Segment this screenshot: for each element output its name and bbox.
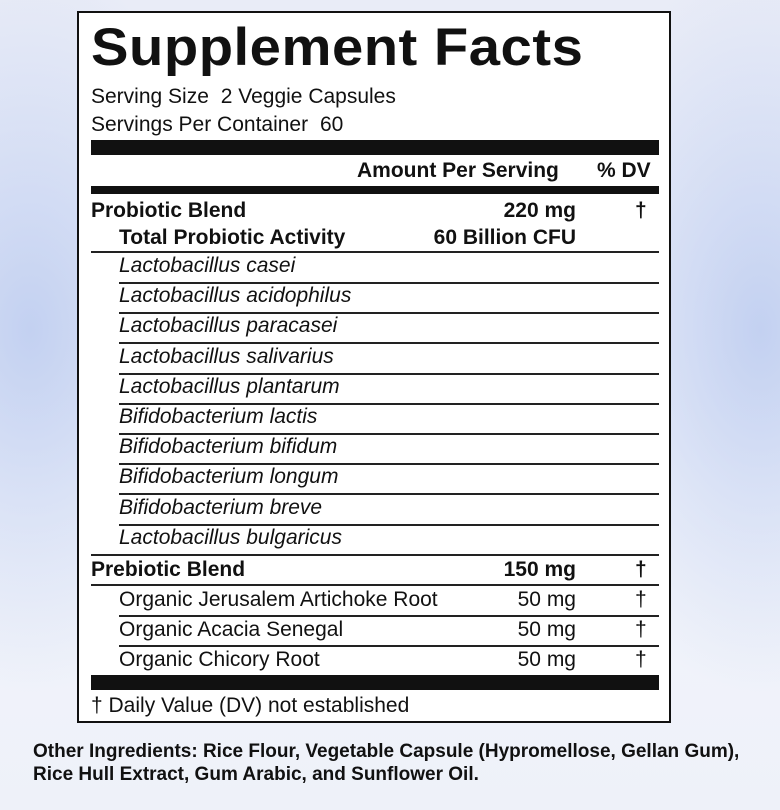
servings-label: Servings Per Container — [91, 113, 309, 136]
row-divider — [91, 584, 659, 586]
total-probiotic-activity-label: Total Probiotic Activity — [119, 226, 346, 249]
strain-name: Bifidobacterium breve — [119, 495, 323, 519]
strain-name: Bifidobacterium longum — [119, 465, 339, 489]
prebiotic-ingredient-dv: † — [635, 588, 647, 611]
prebiotic-blend-amount: 150 mg — [503, 558, 576, 581]
strain-name: Lactobacillus bulgaricus — [119, 525, 342, 549]
prebiotic-blend-name: Prebiotic Blend — [91, 558, 246, 581]
probiotic-blend-amount: 220 mg — [503, 199, 576, 222]
row-divider — [119, 645, 659, 647]
serving-size — [91, 85, 396, 109]
strain-name: Bifidobacterium lactis — [119, 405, 318, 428]
dv-note: † Daily Value (DV) not established — [91, 694, 410, 717]
serving-size-value: 2 Veggie Capsules — [220, 85, 396, 108]
servings-value: 60 — [319, 113, 344, 136]
prebiotic-blend-dv: † — [635, 558, 647, 581]
other-ingredients: Other Ingredients: Rice Flour, Vegetable Capsule (Hypromellose, Gellan Gum), Rice Hull Extract, Gum Arabic, and Sunflower Oil. — [33, 741, 740, 785]
strain-name: Lactobacillus plantarum — [119, 374, 340, 398]
prebiotic-ingredient-amount: 50 mg — [517, 588, 576, 611]
total-probiotic-activity-value: 60 Billion CFU — [433, 226, 576, 249]
prebiotic-ingredient-amount: 50 mg — [517, 648, 576, 671]
thick-divider-bottom — [91, 675, 659, 690]
supplement-facts-panel — [77, 11, 671, 723]
row-divider — [119, 615, 659, 617]
row-divider — [91, 554, 659, 556]
prebiotic-ingredient-dv: † — [635, 648, 647, 671]
servings-per-container — [91, 113, 343, 137]
thick-divider — [91, 140, 659, 155]
prebiotic-ingredient-name: Organic Acacia Senegal — [119, 618, 344, 641]
header-amount: Amount Per Serving — [357, 159, 559, 182]
panel-title: Supplement Facts — [91, 18, 584, 77]
prebiotic-ingredient-name: Organic Jerusalem Artichoke Root — [119, 588, 438, 611]
medium-divider — [91, 186, 659, 194]
prebiotic-ingredient-amount: 50 mg — [517, 618, 576, 641]
serving-size-label: Serving Size — [91, 85, 209, 108]
strain-name: Lactobacillus paracasei — [119, 314, 338, 338]
row-divider — [91, 251, 659, 253]
probiotic-blend-name: Probiotic Blend — [91, 199, 247, 222]
header-dv: % DV — [597, 159, 651, 182]
probiotic-blend-dv: † — [635, 199, 647, 222]
strain-name: Lactobacillus casei — [119, 254, 296, 277]
strain-name: Lactobacillus salivarius — [119, 344, 334, 368]
strain-name: Lactobacillus acidophilus — [119, 284, 352, 308]
prebiotic-ingredient-dv: † — [635, 618, 647, 641]
prebiotic-ingredient-name: Organic Chicory Root — [119, 648, 320, 671]
strain-name: Bifidobacterium bifidum — [119, 435, 338, 459]
